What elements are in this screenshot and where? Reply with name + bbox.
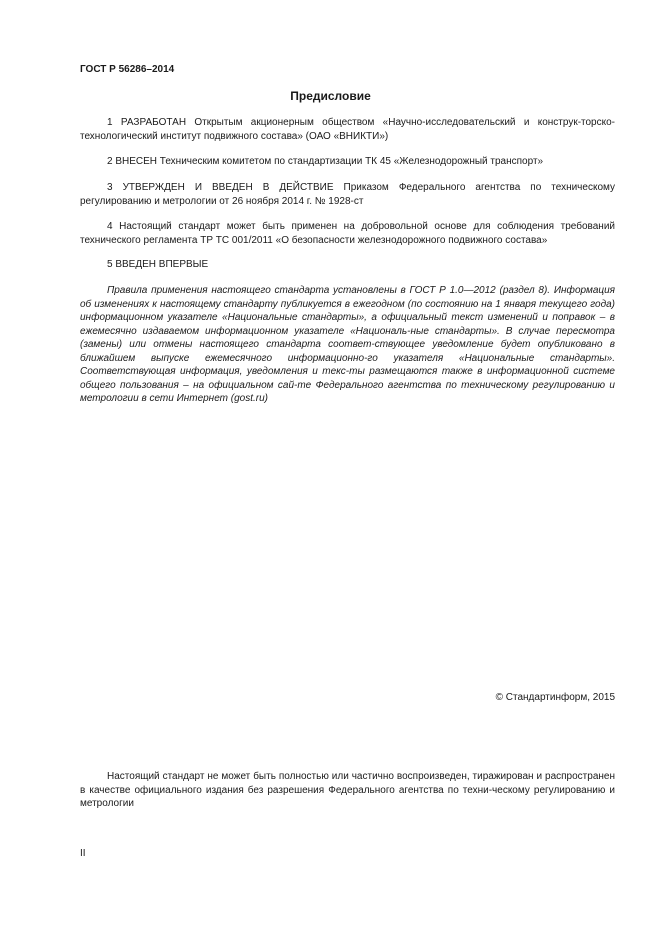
item-3-approved: 3 УТВЕРЖДЕН И ВВЕДЕН В ДЕЙСТВИЕ Приказом Федерального агентства по техническому регулированию и метрологии от 26 ноября 2014 г. № 1928-ст: [80, 182, 615, 207]
item-5-introduced: 5 ВВЕДЕН ВПЕРВЫЕ: [107, 259, 209, 270]
item-4-voluntary-use: 4 Настоящий стандарт может быть применен на добровольной основе для соблюдения требований технического регламента ТР ТС 001/2011 «О безопасности железнодорожного подвижного состава»: [80, 221, 615, 246]
rules-paragraph: Правила применения настоящего стандарта установлены в ГОСТ Р 1.0—2012 (раздел 8). Информация об изменениях к настоящему стандарту публикуется в ежегодном (по состоянию на 1 января текущего года) информационном указателе «Национальные стандарты», а официальный текст изменений и поправок – в ежемесячно издаваемом информационном указателе «Националь-ные стандарты». В случае пересмотра (замены) или отмены настоящего стандарта соответ-ствующее уведомление будет опубликовано в ближайшем выпуске ежемесячного информационно-го указателя «Национальные стандарты». Соответствующая информация, уведомления и текс-ты размещаются также в информационной системе общего пользования – на официальном сай-те Федерального агентства по техническому регулированию и метрологии в сети Интернет (gost.ru): [80, 285, 615, 404]
page-title: Предисловие: [290, 89, 371, 103]
page-number: II: [80, 848, 86, 859]
item-1-developed: 1 РАЗРАБОТАН Открытым акционерным обществом «Научно-исследовательский и конструк-торско-технологический институт подвижного состава» (ОАО «ВНИКТИ»): [80, 117, 615, 142]
reproduction-notice: Настоящий стандарт не может быть полностью или частично воспроизведен, тиражирован и распространен в качестве официального издания без разрешения Федерального агентства по техни-ческому регулированию и метрологии: [80, 771, 615, 809]
document-code: ГОСТ Р 56286–2014: [80, 64, 175, 75]
copyright-notice: © Стандартинформ, 2015: [495, 692, 615, 703]
item-2-submitted: 2 ВНЕСЕН Техническим комитетом по стандартизации ТК 45 «Железнодорожный транспорт»: [107, 156, 544, 167]
